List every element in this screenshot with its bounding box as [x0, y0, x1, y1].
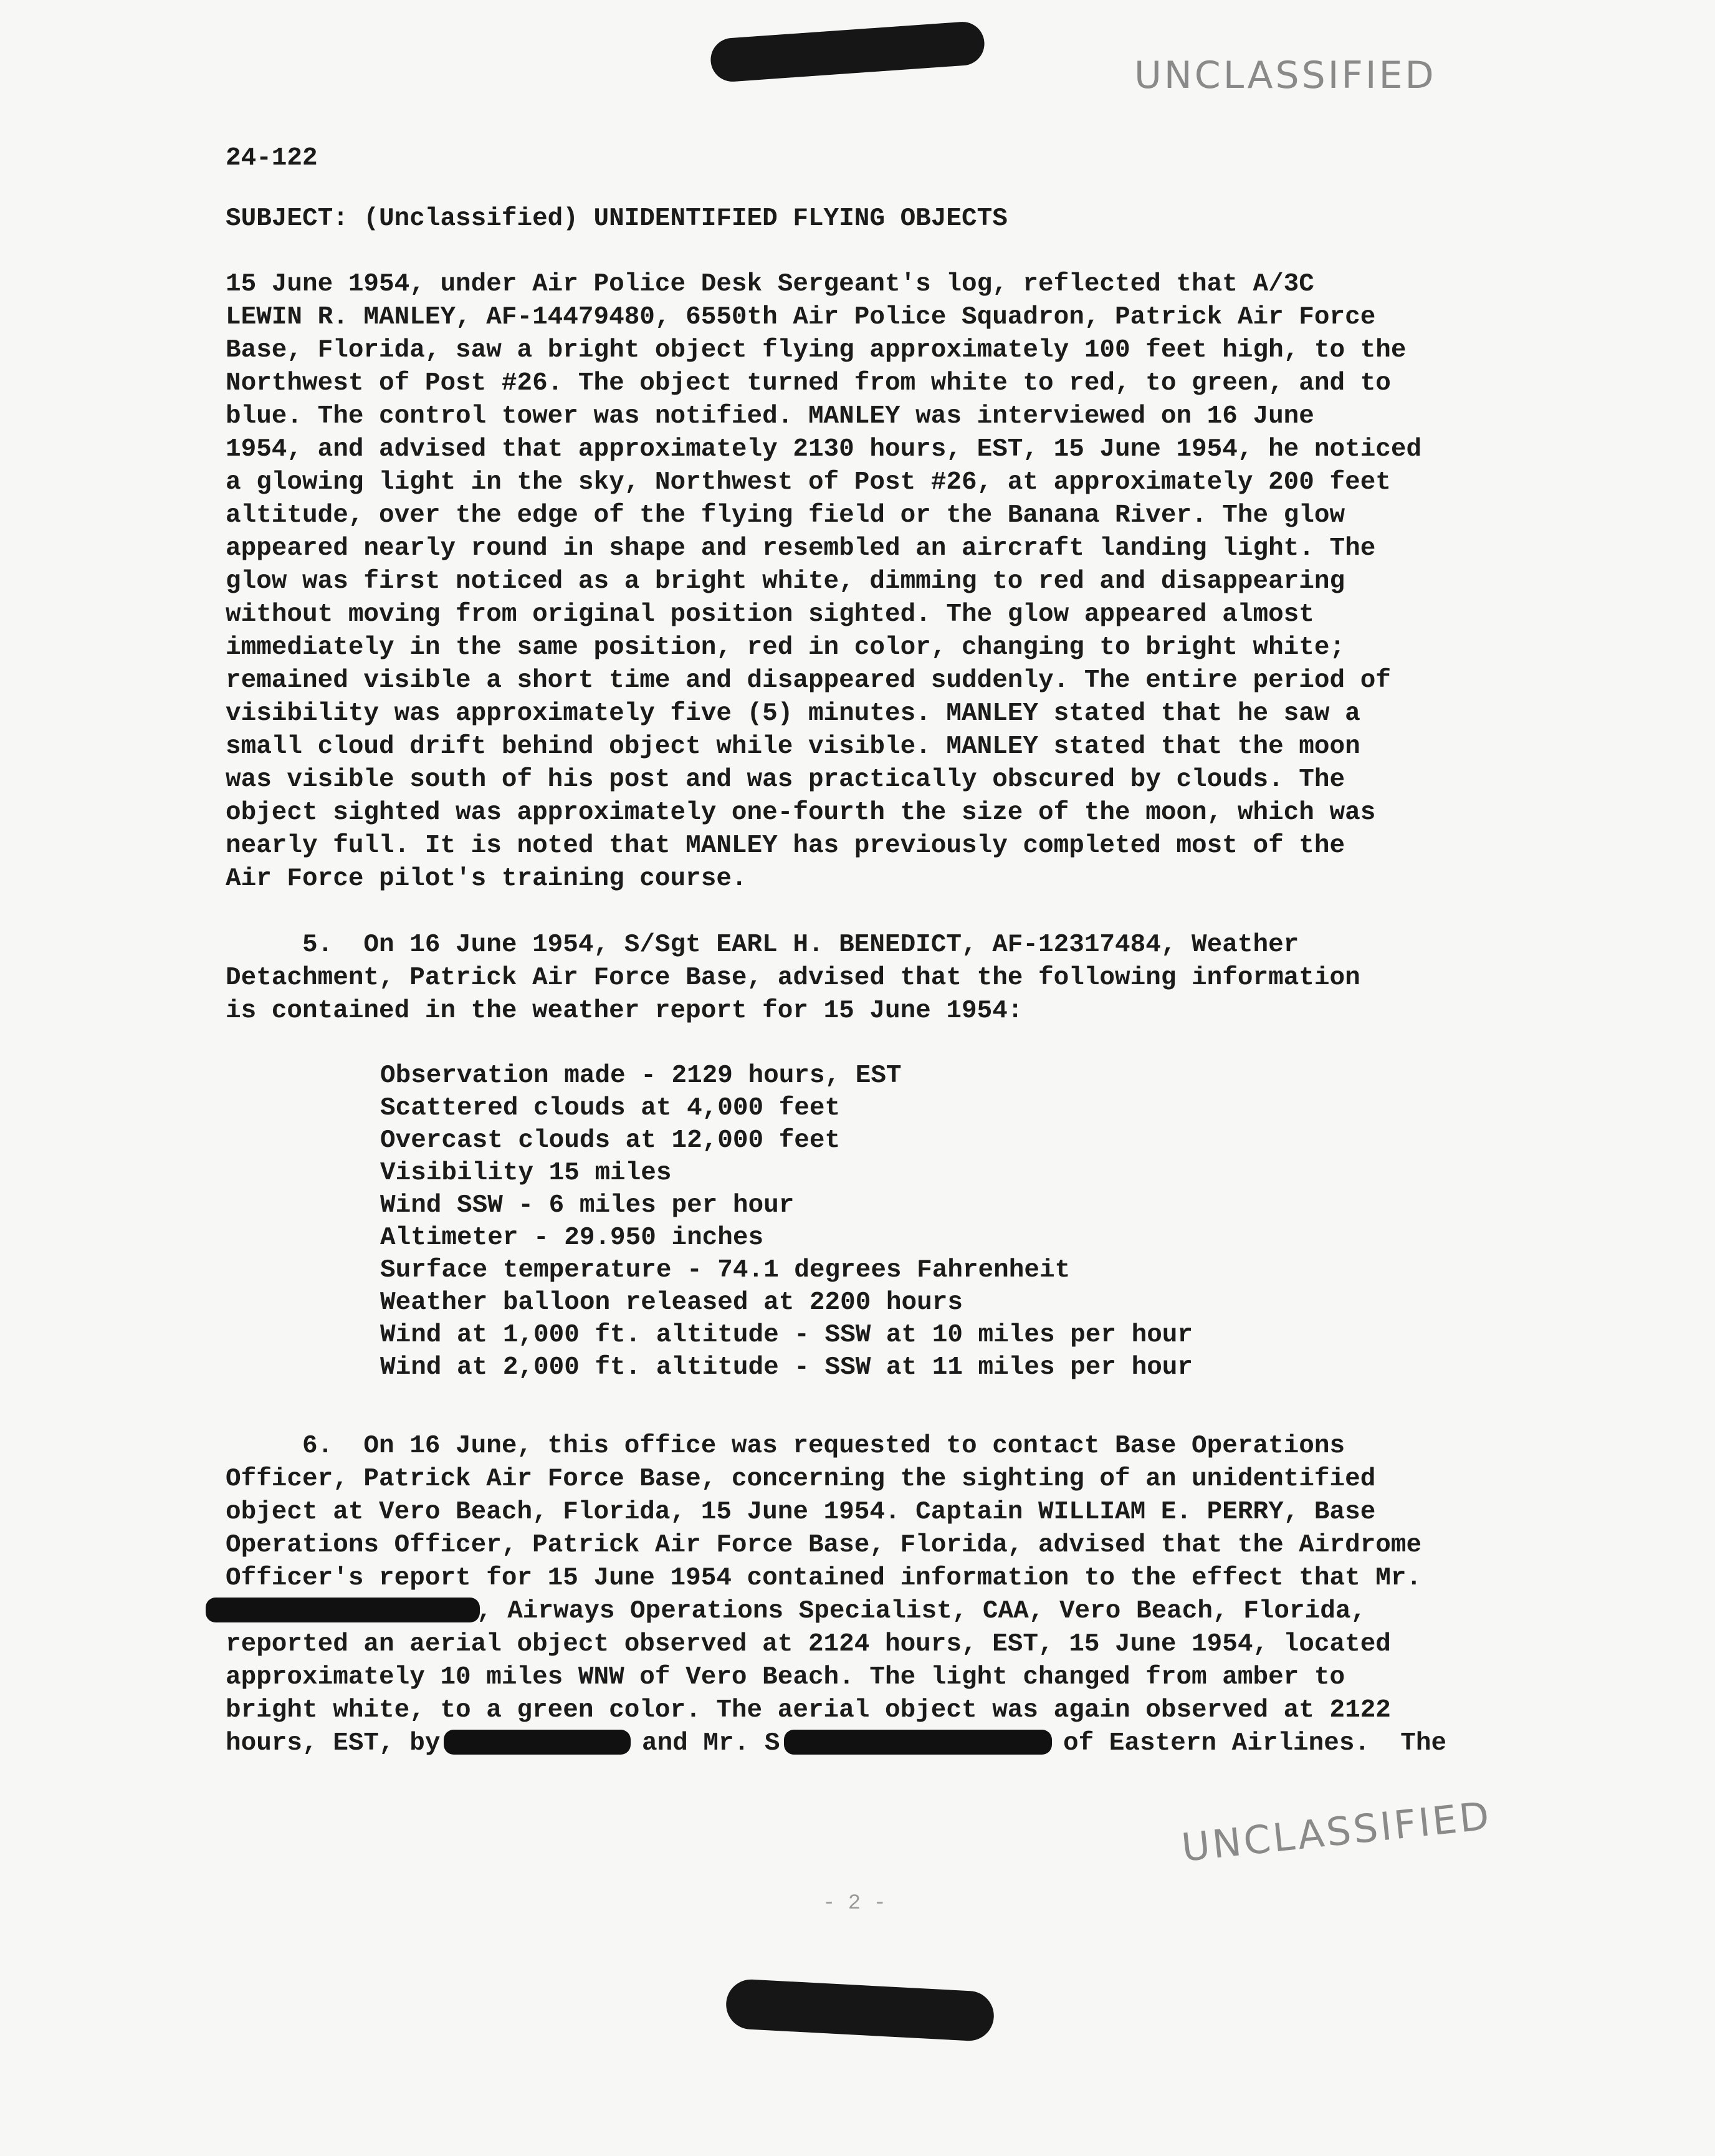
weather-item: Observation made - 2129 hours, EST [380, 1061, 902, 1090]
text-line: glow was first noticed as a bright white, dimming to red and disappearing [226, 567, 1345, 596]
text-line: Base, Florida, saw a bright object flying approximately 100 feet high, to the [226, 336, 1407, 365]
weather-item: Scattered clouds at 4,000 feet [380, 1094, 841, 1123]
text-line: approximately 10 miles WNW of Vero Beach. The light changed from amber to [226, 1663, 1345, 1692]
weather-item: Wind SSW - 6 miles per hour [380, 1191, 795, 1220]
top-redaction-mark [709, 21, 986, 84]
weather-item: Weather balloon released at 2200 hours [380, 1288, 963, 1317]
unclassified-stamp-top: UNCLASSIFIED [1134, 54, 1436, 97]
text-line: altitude, over the edge of the flying field or the Banana River. The glow [226, 501, 1345, 530]
file-number: 24-122 [226, 144, 318, 173]
text-line: and Mr. S [642, 1729, 780, 1758]
text-line: hours, EST, by [226, 1729, 441, 1758]
text-line: visibility was approximately five (5) minutes. MANLEY stated that he saw a [226, 699, 1360, 728]
text-line: object sighted was approximately one-fourth the size of the moon, which was [226, 798, 1376, 827]
text-line: a glowing light in the sky, Northwest of Post #26, at approximately 200 feet [226, 468, 1391, 497]
text-line: 1954, and advised that approximately 2130 hours, EST, 15 June 1954, he noticed [226, 435, 1422, 464]
text-line: Officer's report for 15 June 1954 contained information to the effect that Mr. [226, 1564, 1422, 1593]
text-line: Operations Officer, Patrick Air Force Base, Florida, advised that the Airdrome [226, 1531, 1422, 1560]
weather-item: Wind at 1,000 ft. altitude - SSW at 10 miles per hour [380, 1321, 1193, 1349]
weather-item: Visibility 15 miles [380, 1159, 672, 1187]
text-line: object at Vero Beach, Florida, 15 June 1954. Captain WILLIAM E. PERRY, Base [226, 1498, 1376, 1526]
redaction-name-3 [784, 1730, 1052, 1755]
text-line: Detachment, Patrick Air Force Base, advised that the following information [226, 964, 1360, 992]
redaction-name-1 [206, 1598, 480, 1622]
text-line: remained visible a short time and disappeared suddenly. The entire period of [226, 666, 1391, 695]
redaction-name-2 [444, 1730, 631, 1755]
weather-item: Wind at 2,000 ft. altitude - SSW at 11 miles per hour [380, 1353, 1193, 1382]
text-line: , Airways Operations Specialist, CAA, Vero Beach, Florida, [477, 1597, 1367, 1626]
text-line: Officer, Patrick Air Force Base, concerning the sighting of an unidentified [226, 1465, 1376, 1493]
unclassified-stamp-bottom: UNCLASSIFIED [1179, 1793, 1494, 1871]
text-line: 6. On 16 June, this office was requested to contact Base Operations [226, 1432, 1345, 1460]
text-line: Air Force pilot's training course. [226, 865, 747, 893]
weather-report-list [380, 1060, 1193, 1384]
text-line: immediately in the same position, red in color, changing to bright white; [226, 633, 1345, 662]
text-line: 15 June 1954, under Air Police Desk Sergeant's log, reflected that A/3C [226, 270, 1314, 299]
text-line: blue. The control tower was notified. MANLEY was interviewed on 16 June [226, 402, 1314, 431]
text-line: of Eastern Airlines. The [1063, 1729, 1447, 1758]
text-line: was visible south of his post and was practically obscured by clouds. The [226, 765, 1345, 794]
subject-line: SUBJECT: (Unclassified) UNIDENTIFIED FLYING OBJECTS [226, 204, 1008, 233]
weather-item: Altimeter - 29.950 inches [380, 1224, 764, 1252]
text-line: small cloud drift behind object while visible. MANLEY stated that the moon [226, 732, 1360, 761]
text-line: is contained in the weather report for 15 June 1954: [226, 997, 1023, 1025]
bottom-redaction-mark [725, 1978, 995, 2042]
page-number: - 2 - [823, 1892, 887, 1915]
text-line: without moving from original position sighted. The glow appeared almost [226, 600, 1314, 629]
text-line: nearly full. It is noted that MANLEY has previously completed most of the [226, 831, 1345, 860]
text-line: LEWIN R. MANLEY, AF-14479480, 6550th Air Police Squadron, Patrick Air Force [226, 303, 1376, 332]
text-line: Northwest of Post #26. The object turned from white to red, to green, and to [226, 369, 1391, 398]
weather-item: Overcast clouds at 12,000 feet [380, 1126, 841, 1155]
weather-item: Surface temperature - 74.1 degrees Fahrenheit [380, 1256, 1071, 1285]
text-line: reported an aerial object observed at 2124 hours, EST, 15 June 1954, located [226, 1630, 1391, 1659]
text-line: bright white, to a green color. The aerial object was again observed at 2122 [226, 1696, 1391, 1725]
text-line: 5. On 16 June 1954, S/Sgt EARL H. BENEDICT, AF-12317484, Weather [226, 931, 1299, 959]
text-line: appeared nearly round in shape and resembled an aircraft landing light. The [226, 534, 1376, 563]
